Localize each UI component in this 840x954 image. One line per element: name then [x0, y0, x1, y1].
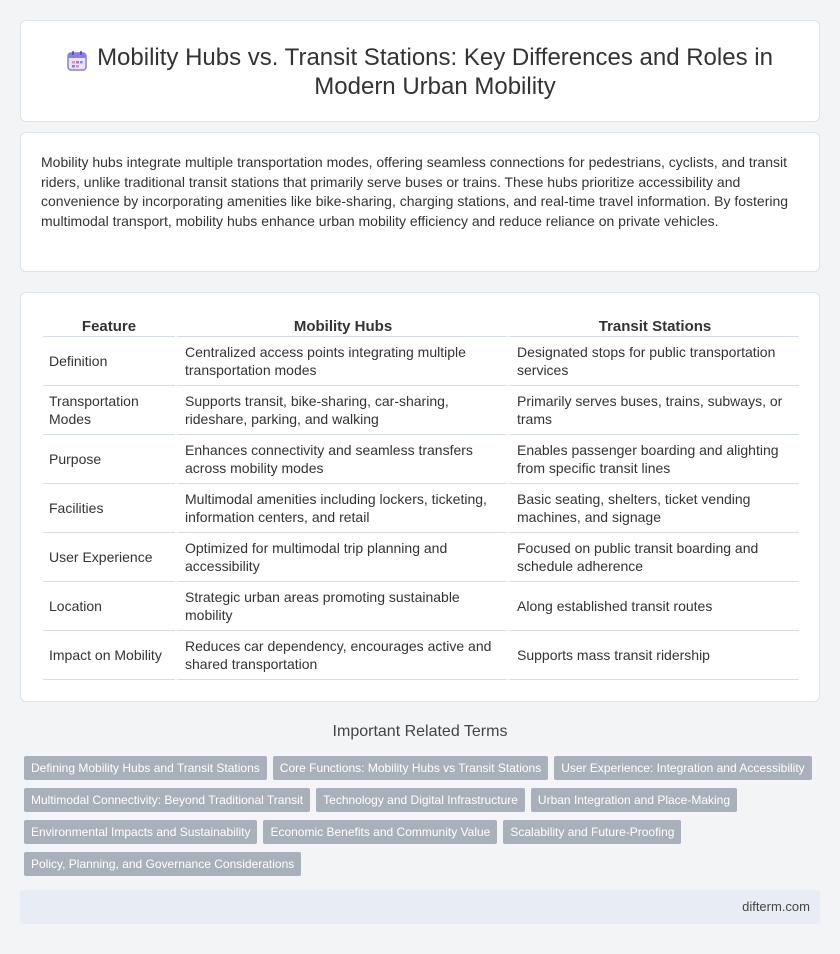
- transit-stations-cell: Designated stops for public transportation services: [507, 337, 799, 386]
- mobility-hubs-cell: Reduces car dependency, encourages active and shared transportation: [175, 631, 507, 680]
- intro-card: [20, 132, 820, 272]
- related-term-tag[interactable]: Environmental Impacts and Sustainability: [24, 820, 257, 844]
- tag-row: [24, 820, 824, 844]
- table-row: [43, 631, 799, 680]
- header-transit-stations: Transit Stations: [507, 317, 799, 337]
- related-term-tag[interactable]: Core Functions: Mobility Hubs vs Transit Stations: [273, 756, 548, 780]
- table-row: [43, 435, 799, 484]
- transit-stations-cell: Focused on public transit boarding and schedule adherence: [507, 533, 799, 582]
- feature-cell: Purpose: [43, 435, 175, 484]
- comparison-table: [43, 317, 799, 680]
- mobility-hubs-cell: Centralized access points integrating multiple transportation modes: [175, 337, 507, 386]
- related-terms-list: [24, 756, 824, 884]
- table-row: [43, 533, 799, 582]
- transit-stations-cell: Basic seating, shelters, ticket vending machines, and signage: [507, 484, 799, 533]
- footer: [20, 890, 820, 924]
- feature-cell: Impact on Mobility: [43, 631, 175, 680]
- feature-cell: User Experience: [43, 533, 175, 582]
- tag-row: [24, 852, 824, 876]
- transit-stations-cell: Enables passenger boarding and alighting from specific transit lines: [507, 435, 799, 484]
- header-mobility-hubs: Mobility Hubs: [175, 317, 507, 337]
- transit-stations-cell: Along established transit routes: [507, 582, 799, 631]
- related-term-tag[interactable]: Multimodal Connectivity: Beyond Traditional Transit: [24, 788, 310, 812]
- related-term-tag[interactable]: Technology and Digital Infrastructure: [316, 788, 525, 812]
- mobility-hubs-cell: Multimodal amenities including lockers, ticketing, information centers, and retail: [175, 484, 507, 533]
- table-row: [43, 386, 799, 435]
- tag-row: [24, 788, 824, 812]
- table-row: [43, 582, 799, 631]
- related-terms-title: Important Related Terms: [332, 723, 508, 740]
- table-header-row: [43, 317, 799, 337]
- tag-row: [24, 756, 824, 780]
- header-card: [20, 20, 820, 122]
- header-feature: Feature: [43, 317, 175, 337]
- mobility-hubs-cell: Optimized for multimodal trip planning and accessibility: [175, 533, 507, 582]
- related-term-tag[interactable]: Urban Integration and Place-Making: [531, 788, 737, 812]
- related-term-tag[interactable]: User Experience: Integration and Accessibility: [554, 756, 811, 780]
- table-row: [43, 484, 799, 533]
- related-term-tag[interactable]: Economic Benefits and Community Value: [263, 820, 497, 844]
- related-term-tag[interactable]: Scalability and Future-Proofing: [503, 820, 681, 844]
- footer-site-link[interactable]: difterm.com: [742, 899, 810, 914]
- mobility-hubs-cell: Strategic urban areas promoting sustainable mobility: [175, 582, 507, 631]
- transit-stations-cell: Supports mass transit ridership: [507, 631, 799, 680]
- mobility-hubs-cell: Enhances connectivity and seamless transfers across mobility modes: [175, 435, 507, 484]
- mobility-hubs-cell: Supports transit, bike-sharing, car-sharing, rideshare, parking, and walking: [175, 386, 507, 435]
- related-term-tag[interactable]: Policy, Planning, and Governance Considerations: [24, 852, 301, 876]
- comparison-table-card: [20, 292, 820, 702]
- feature-cell: Definition: [43, 337, 175, 386]
- page-title: Mobility Hubs vs. Transit Stations: Key Differences and Roles in Modern Urban Mobility: [97, 44, 773, 100]
- feature-cell: Transportation Modes: [43, 386, 175, 435]
- feature-cell: Facilities: [43, 484, 175, 533]
- table-row: [43, 337, 799, 386]
- intro-paragraph: Mobility hubs integrate multiple transportation modes, offering seamless connections for pedestrians, cyclists, and transit riders, unlike traditional transit stations that primarily serve buses or trains. These hubs prioritize accessibility and convenience by incorporating amenities like bike-sharing, charging stations, and real-time travel information. By fostering multimodal transport, mobility hubs enhance urban mobility efficiency and reduce reliance on private vehicles.: [41, 154, 789, 229]
- feature-cell: Location: [43, 582, 175, 631]
- transit-stations-cell: Primarily serves buses, trains, subways, or trams: [507, 386, 799, 435]
- related-term-tag[interactable]: Defining Mobility Hubs and Transit Stations: [24, 756, 267, 780]
